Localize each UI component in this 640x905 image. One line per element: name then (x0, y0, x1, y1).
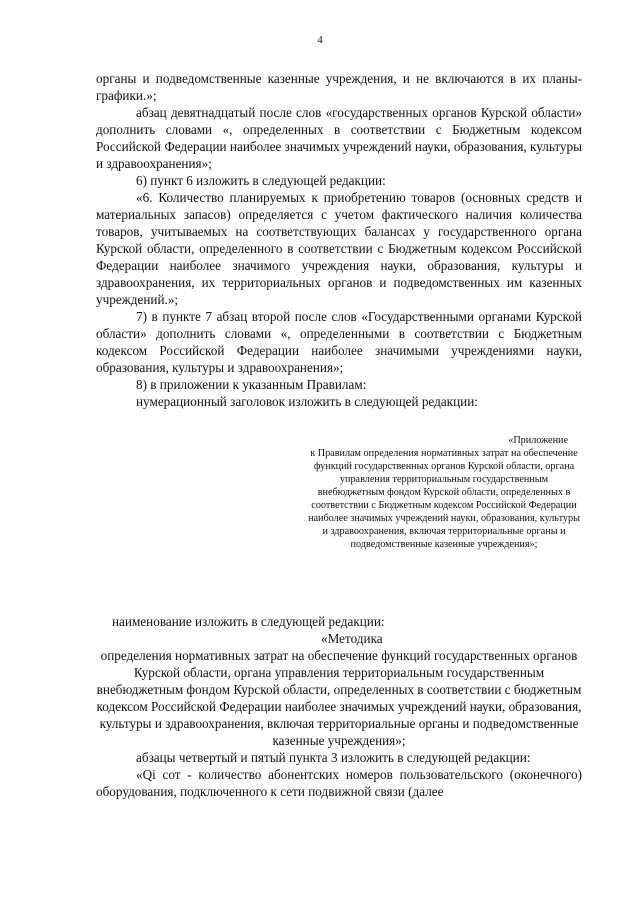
paragraph: 8) в приложении к указанным Правилам: (136, 377, 367, 392)
paragraph: 6) пункт 6 изложить в следующей редакции: (136, 173, 386, 188)
document-body-lower (96, 613, 582, 800)
document-body (96, 70, 582, 410)
appendix-text: к Правилам определения нормативных затрат на обеспечение функций государственных органов Курской области, органа управления территориальным государственным внебюджетным фондом Курской области, определенных в соответствии с Бюджетным кодексом Российской Федерации наиболее значимых учреждений науки, образования, культуры и здравоохранения, включая территориальные органы и подведомственные казенные учреждения»; (308, 448, 580, 550)
paragraph: абзац девятнадцатый после слов «государственных органов Курской области» дополнить словами «, определенных в соответствии с Бюджетным кодексом Российской Федерации наиболее значимых учреждений науки, образования, культуры и здравоохранения»; (96, 105, 582, 171)
paragraph: абзацы четвертый и пятый пункта 3 изложить в следующей редакции: (136, 750, 531, 765)
paragraph: 7) в пункте 7 абзац второй после слов «Государственными органами Курской области» дополнить словами «, определенными в соответствии с Бюджетным кодексом Российской Федерации наиболее значимыми учреждениями науки, образования, культуры и здравоохранения»; (96, 309, 582, 375)
appendix-title: «Приложение (508, 435, 568, 446)
paragraph: нумерационный заголовок изложить в следующей редакции: (136, 394, 478, 409)
page-number: 4 (317, 34, 323, 46)
method-description: определения нормативных затрат на обеспечение функций государственных органов Курской области, органа управления территориальным государственным внебюджетным фондом Курской области, определенных в соответствии с бюджетным кодексом Российской Федерации наиболее значимых учреждений науки, образования, культуры и здравоохранения, включая территориальные органы и подведомственные казенные учреждения»; (96, 648, 582, 748)
method-title: «Методика (321, 631, 383, 646)
paragraph: «Qi сот - количество абонентских номеров пользовательского (оконечного) оборудования, подключенного к сети подвижной связи (далее (96, 767, 582, 799)
paragraph: «6. Количество планируемых к приобретению товаров (основных средств и материальных запасов) определяется с учетом фактического наличия количества товаров, учитываемых на соответствующих балансах у государственного органа Курской области, определенного в соответствии с Бюджетным кодексом Российской Федерации наиболее значимого учреждения науки, образования, культуры и здравоохранения, их территориальных органов и подведомственных им казенных учреждений.»; (96, 190, 582, 307)
paragraph: наименование изложить в следующей редакции: (112, 614, 385, 629)
appendix-heading (306, 434, 582, 551)
paragraph: органы и подведомственные казенные учреждения, и не включаются в их планы-графики.»; (96, 71, 582, 103)
